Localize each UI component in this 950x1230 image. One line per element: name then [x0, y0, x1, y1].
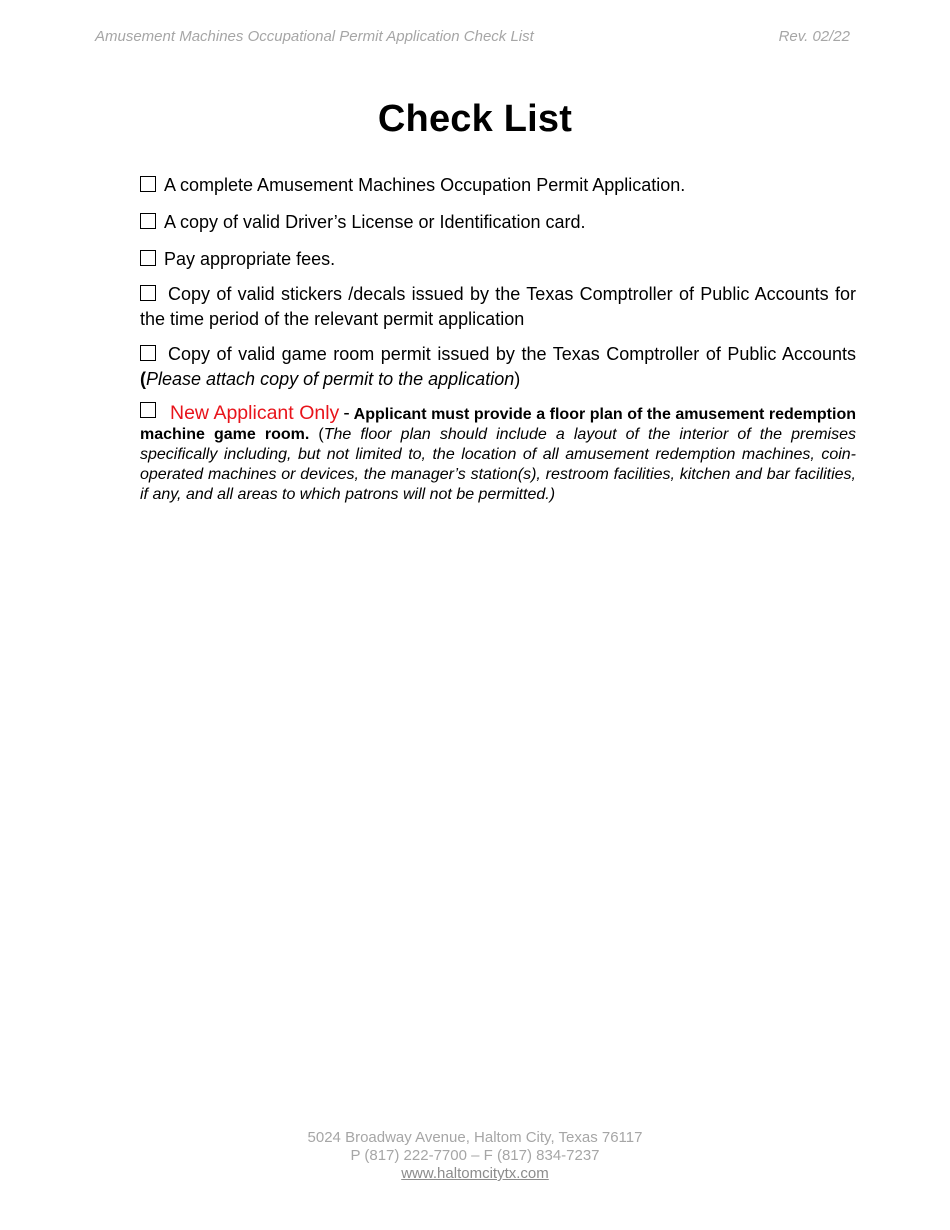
checkbox-icon[interactable]: [140, 213, 156, 229]
floor-plan-note: The floor plan should include a layout of the interior of the premises specifically including, but not limited to, the location of all amusement redemption machines, coin-operated machines or devices, the manager’s station(s), restroom facilities, kitchen and bar facilities, if any, and all areas to which patrons will not be permitted.): [140, 426, 856, 503]
checklist-item: [140, 282, 856, 332]
footer-address: 5024 Broadway Avenue, Haltom City, Texas 76117: [307, 1129, 643, 1146]
checklist-item-text: Pay appropriate fees.: [164, 249, 336, 269]
checkbox-icon[interactable]: [140, 402, 156, 418]
page-title: Check List: [377, 98, 573, 140]
new-applicant-label: New Applicant Only: [170, 402, 340, 424]
floor-plan-requirement: Applicant must provide a floor plan of the amusement redemption machine game room.: [140, 406, 857, 443]
page-footer: [0, 1129, 950, 1183]
checkbox-icon[interactable]: [140, 345, 156, 361]
header-document-name: Amusement Machines Occupational Permit Application Check List: [95, 28, 534, 45]
label-dash: -: [343, 403, 350, 424]
checklist-item-new-applicant: [140, 402, 856, 505]
attachment-note: Please attach copy of permit to the application: [146, 369, 515, 389]
checklist: [140, 172, 856, 505]
header-revision: Rev. 02/22: [778, 28, 850, 45]
checklist-item: [140, 209, 856, 235]
website-link[interactable]: www.haltomcitytx.com: [401, 1165, 549, 1182]
close-paren: ): [514, 369, 521, 389]
checklist-item: [140, 246, 856, 272]
checklist-item: [140, 342, 856, 392]
open-paren: (: [318, 426, 324, 443]
checkbox-icon[interactable]: [140, 176, 156, 192]
checklist-item: [140, 172, 856, 198]
checklist-item-text: A copy of valid Driver’s License or Identification card.: [164, 212, 586, 232]
open-paren: (: [140, 369, 146, 389]
checklist-item-text: Copy of valid game room permit issued by the Texas Comptroller of Public Accounts: [168, 344, 856, 364]
checklist-item-text: A complete Amusement Machines Occupation Permit Application.: [164, 175, 686, 195]
running-header: [95, 28, 850, 48]
footer-phone-fax: P (817) 222-7700 – F (817) 834-7237: [350, 1147, 600, 1164]
checklist-item-text: Copy of valid stickers /decals issued by the Texas Comptroller of Public Accounts for the time period of the relevant permit application: [140, 284, 856, 329]
checkbox-icon[interactable]: [140, 250, 156, 266]
checkbox-icon[interactable]: [140, 285, 156, 301]
